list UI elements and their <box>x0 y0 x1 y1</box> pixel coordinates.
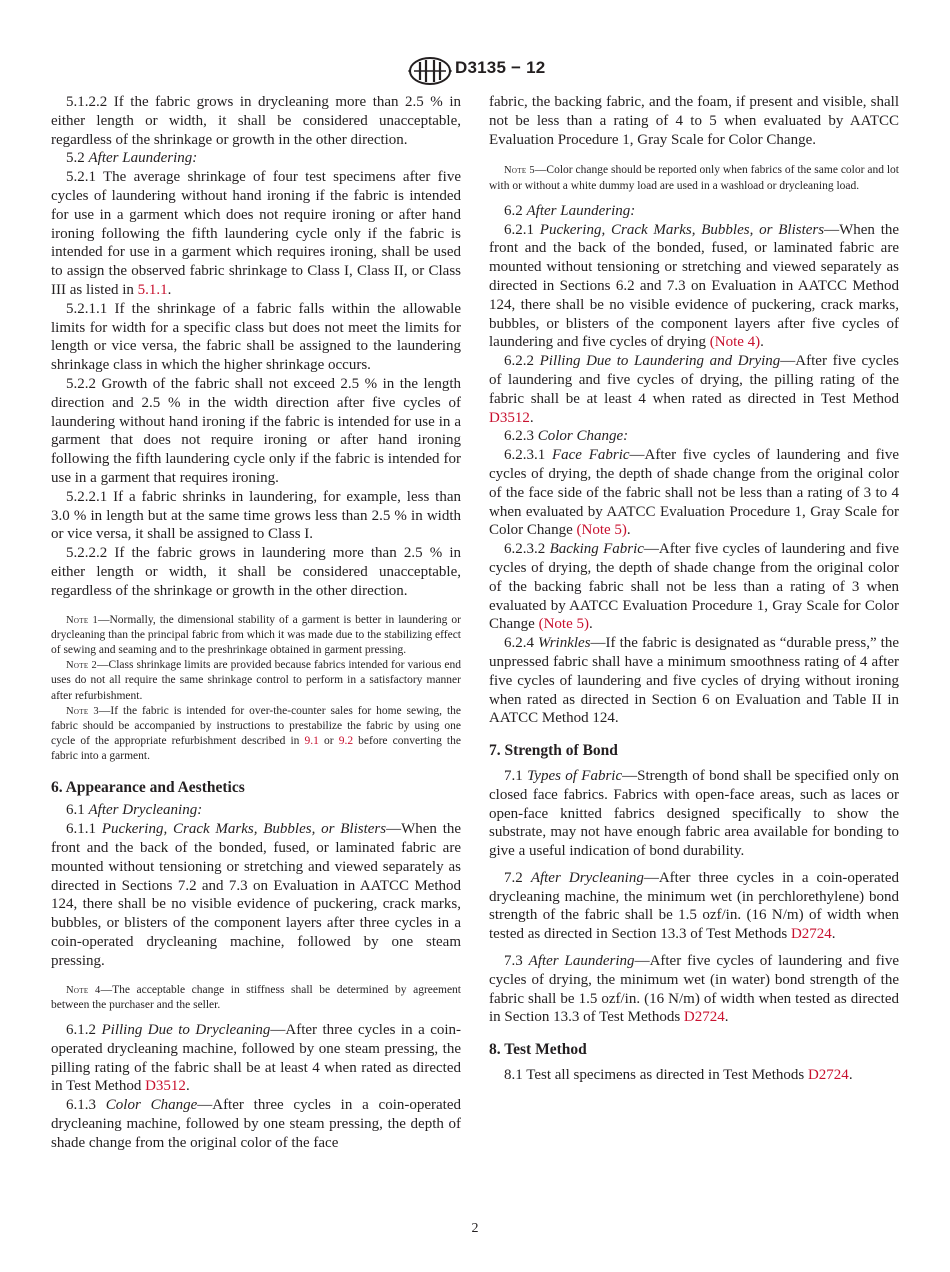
para-5-2-2: 5.2.2 Growth of the fabric shall not exceed 2.5 % in the length direction and 2.5 % in the width direction after five cycles of laundering without hand ironing if the fabric is intended for use in a garment that does not require ironing or after hand ironing following the fifth laundering cycle only if the fabric is intended for use in a garment that requires ironing. <box>51 375 461 486</box>
para-5-2-2-2: 5.2.2.2 If the fabric grows in laundering more than 2.5 % in either length or width, it shall be considered unacceptable, regardless of the shrinkage or growth in the other direction. <box>51 545 461 599</box>
para-6-1-2: 6.1.2 Pilling Due to Drycleaning—After three cycles in a coin-operated drycleaning machine, followed by one steam pressing, the pilling rating of the fabric shall be at least 4 when rated as directed in Test Method D3512. <box>51 1021 462 1095</box>
link-note-5[interactable]: (Note 5) <box>576 522 627 539</box>
page-number: 2 <box>471 1221 479 1236</box>
para-7-3: 7.3 After Laundering—After five cycles of laundering and five cycles of drying, the minimum wet (in water) bond strength of the fabric shall be 1.5 ozf/in. (16 N/m) of width when tested as directed in Section 13.3 of Test Methods D2724. <box>489 953 900 1026</box>
heading-6-2: 6.2 After Laundering: <box>504 202 636 219</box>
para-6-2-1: 6.2.1 Puckering, Crack Marks, Bubbles, or Blisters—When the front and the back of the bonded, fused, or laminated fabric are mounted without tensioning or stretching and viewed separately as directed in Sections 6.2 and 7.3 on Evaluation in AATCC Method 124, there shall be no visible evidence of puckering, crack marks, bubbles, or blisters of the component layers after five cycles of laundering and five cycles of drying (Note 4). <box>489 221 900 351</box>
link-note-5[interactable]: (Note 5) <box>538 616 589 633</box>
link-d2724[interactable]: D2724 <box>683 1009 725 1026</box>
astm-logo-icon <box>408 56 452 86</box>
para-6-2-3-1: 6.2.3.1 Face Fabric—After five cycles of laundering and five cycles of drying, the depth of shade change from the original color of the face side of the fabric shall not be less than a rating of 3 to 4 when evaluated by AATCC Evaluation Procedure 1, Gray Scale for Color Change (Note 5). <box>489 447 899 539</box>
heading-5-2: 5.2 After Laundering: <box>66 150 198 167</box>
link-note-4[interactable]: (Note 4) <box>709 334 761 351</box>
link-9-2[interactable]: 9.2 <box>338 735 354 748</box>
para-5-2-1: 5.2.1 The average shrinkage of four test specimens after five cycles of laundering without hand ironing if the fabric is intended for use in a garment which does not require ironing or after hand ironing following the fifth laundering cycle only if the fabric is intended for use in a garment which requires ironing, shall be used to assign the observed fabric shrinkage to Class I, Class II, or Class III as listed in 5.1.1. <box>51 169 461 298</box>
link-9-1[interactable]: 9.1 <box>304 735 319 748</box>
link-d3512[interactable]: D3512 <box>145 1078 186 1095</box>
heading-6-1: 6.1 After Drycleaning: <box>66 802 203 819</box>
note-1: Note 1—Normally, the dimensional stability of a garment is better in laundering or drycleaning than the principal fabric from which it was made due to the stabilizing effect of sewing and seaming and to the preshrinkage obtained in garment pressing. <box>51 613 461 656</box>
para-8-1: 8.1 Test all specimens as directed in Test Methods D2724. <box>504 1067 853 1084</box>
para-7-2: 7.2 After Drycleaning—After three cycles in a coin-operated drycleaning machine, the minimum wet (in perchlorethylene) bond strength of the fabric shall be 1.5 ozf/in. (16 N/m) of width when tested as directed in Section 13.3 of Test Methods D2724. <box>489 869 899 943</box>
note-2: Note 2—Class shrinkage limits are provided because fabrics intended for various end uses do not all require the same shrinkage control to perform in a satisfactory manner after refurbishment. <box>51 659 461 702</box>
link-d3512[interactable]: D3512 <box>489 409 530 426</box>
para-5-2-2-1: 5.2.2.1 If a fabric shrinks in laundering, for example, less than 3.0 % in length but at the same time grows less than 2.5 % in width or vice versa, it shall be assigned to Class I. <box>51 488 461 543</box>
link-5-1-1[interactable]: 5.1.1 <box>137 281 168 298</box>
section-7-heading: 7. Strength of Bond <box>489 742 618 760</box>
page-header <box>0 52 950 88</box>
left-column <box>51 93 461 1153</box>
section-6-heading: 6. Appearance and Aesthetics <box>51 778 245 796</box>
heading-6-2-3: 6.2.3 Color Change: <box>504 428 629 445</box>
standard-designation: D3135 − 12 <box>455 58 546 77</box>
para-5-1-2-2: 5.1.2.2 If the fabric grows in drycleaning more than 2.5 % in either length or width, it shall be considered unacceptable, regardless of the shrinkage or growth in the other direction. <box>51 94 461 148</box>
para-6-1-3-continued: fabric, the backing fabric, and the foam, if present and visible, shall not be less than a rating of 4 to 5 when evaluated by AATCC Evaluation Procedure 1, Gray Scale for Color Change. <box>489 94 899 148</box>
note-3: Note 3—If the fabric is intended for over-the-counter sales for home sewing, the fabric should be accompanied by instructions to prestabilize the fabric by using one cycle of the appropriate refurbishment described in 9.1 or 9.2 before converting the fabric into a garment. <box>51 704 461 763</box>
note-4: Note 4—The acceptable change in stiffness shall be determined by agreement between the purchaser and the seller. <box>51 983 461 1011</box>
para-7-1: 7.1 Types of Fabric—Strength of bond shall be specified only on closed face fabrics. Fabrics with open-face areas, such as laces or open-face knitted fabrics designed specifically to show the substrate, may not have enough fabric area available for bonding to give a useful indication of bond durability. <box>489 767 900 860</box>
note-5: Note 5—Color change should be reported only when fabrics of the same color and lot with or without a white dummy load are used in a washload or drycleaning load. <box>489 164 899 192</box>
right-column <box>489 93 899 1085</box>
para-5-2-1-1: 5.2.1.1 If the shrinkage of a fabric falls within the allowable limits for width for a specific class but does not meet the limits for length or vice versa, the fabric shall be assigned to the laundering shrinkage class in which the higher shrinkage occurs. <box>51 300 461 374</box>
para-6-2-3-2: 6.2.3.2 Backing Fabric—After five cycles of laundering and five cycles of drying, the depth of shade change from the original color of the backing fabric shall not be less than a rating of 3 when evaluated by AATCC Evaluation Procedure 1, Gray Scale for Color Change (Note 5). <box>489 541 899 633</box>
link-d2724[interactable]: D2724 <box>807 1067 849 1084</box>
link-d2724[interactable]: D2724 <box>790 926 832 943</box>
section-8-heading: 8. Test Method <box>489 1041 587 1059</box>
para-6-2-4: 6.2.4 Wrinkles—If the fabric is designated as “durable press,” the unpressed fabric shall have a minimum smoothness rating of 4 after five cycles of laundering and five cycles of drying without ironing when rated as directed in Section 6 on Evaluation and Table II in AATCC Method 124. <box>489 635 899 727</box>
para-6-1-3: 6.1.3 Color Change—After three cycles in a coin-operated drycleaning machine, followed by one steam pressing, the depth of shade change from the original color of the face <box>51 1097 461 1151</box>
para-6-1-1: 6.1.1 Puckering, Crack Marks, Bubbles, or Blisters—When the front and the back of the bonded, fused, or laminated fabric are mounted without tensioning or stretching and viewed separately as directed in Sections 7.2 and 7.3 on Evaluation in AATCC Method 124, there shall be no visible evidence of puckering, crack marks, bubbles, or blisters of the component layers after three cycles in a coin-operated drycleaning machine, followed by one steam pressing. <box>51 821 462 969</box>
para-6-2-2: 6.2.2 Pilling Due to Laundering and Drying—After five cycles of laundering and five cycles of drying, the pilling rating of the fabric shall be at least 4 when rated as directed in Test Method D3512. <box>489 353 900 426</box>
